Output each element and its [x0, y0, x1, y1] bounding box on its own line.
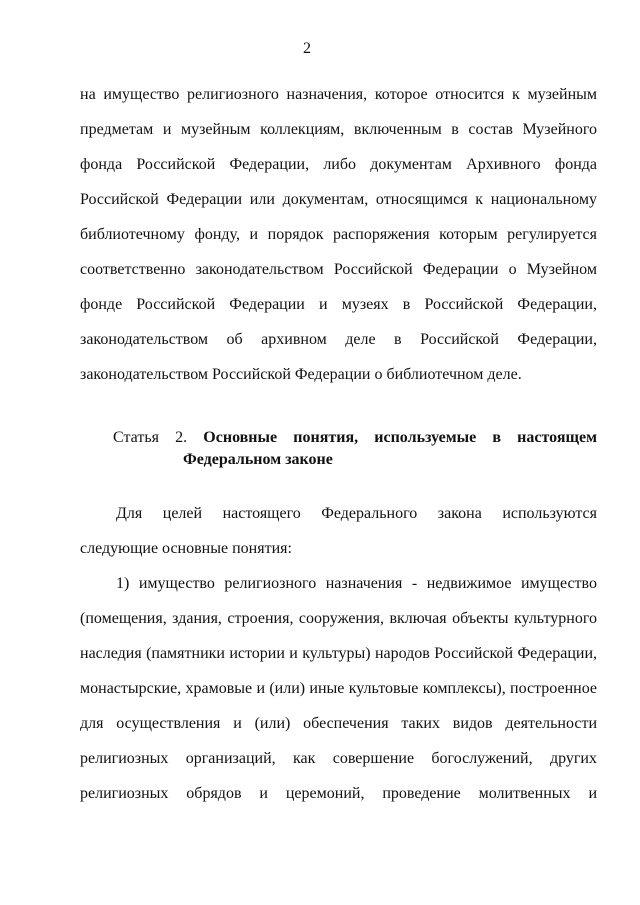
article-heading-line-1 [80, 427, 597, 449]
text-line: Для целей настоящего Федерального закона используются [116, 505, 597, 522]
text-line: 1) имущество религиозного назначения - недвижимое имущество [116, 575, 597, 592]
text-line: религиозных обрядов и церемоний, проведение молитвенных и [80, 785, 597, 802]
paragraph-museum-archive-library-funds [80, 77, 597, 392]
article-2-heading [80, 427, 597, 471]
text-line: (помещения, здания, строения, сооружения, включая объекты культурного [80, 610, 597, 627]
text-line: монастырские, храмовые и (или) иные культовые комплексы), построенное [80, 680, 597, 697]
text-line: на имущество религиозного назначения, которое относится к музейным [80, 86, 597, 103]
text-line: Российской Федерации или документам, относящимся к национальному [80, 191, 597, 208]
paragraph-definitions-intro [80, 496, 597, 566]
page-number: 2 [303, 40, 311, 57]
article-heading-line-2: Федеральном законе [183, 451, 333, 468]
text-line: законодательством Российской Федерации о библиотечном деле. [80, 366, 522, 383]
text-line: фонде Российской Федерации и музеях в Российской Федерации, [80, 296, 597, 313]
text-line: для осуществления и (или) обеспечения таких видов деятельности [80, 715, 597, 732]
text-line: соответственно законодательством Российской Федерации о Музейном [80, 261, 597, 278]
text-line: следующие основные понятия: [80, 540, 292, 557]
article-title-text: Основные понятия, используемые в настоящем [203, 429, 597, 446]
text-line: фонда Российской Федерации, либо документам Архивного фонда [80, 156, 597, 173]
text-line: предметам и музейным коллекциям, включенным в состав Музейного [80, 121, 597, 138]
text-line: библиотечному фонду, и порядок распоряжения которым регулируется [80, 226, 597, 243]
text-line: законодательством об архивном деле в Российской Федерации, [80, 331, 597, 348]
text-line: наследия (памятники истории и культуры) народов Российской Федерации, [80, 645, 597, 662]
paragraph-definition-religious-property [80, 566, 597, 811]
text-line: религиозных организаций, как совершение богослужений, других [80, 750, 597, 767]
article-number-label: Статья 2. [113, 429, 188, 446]
